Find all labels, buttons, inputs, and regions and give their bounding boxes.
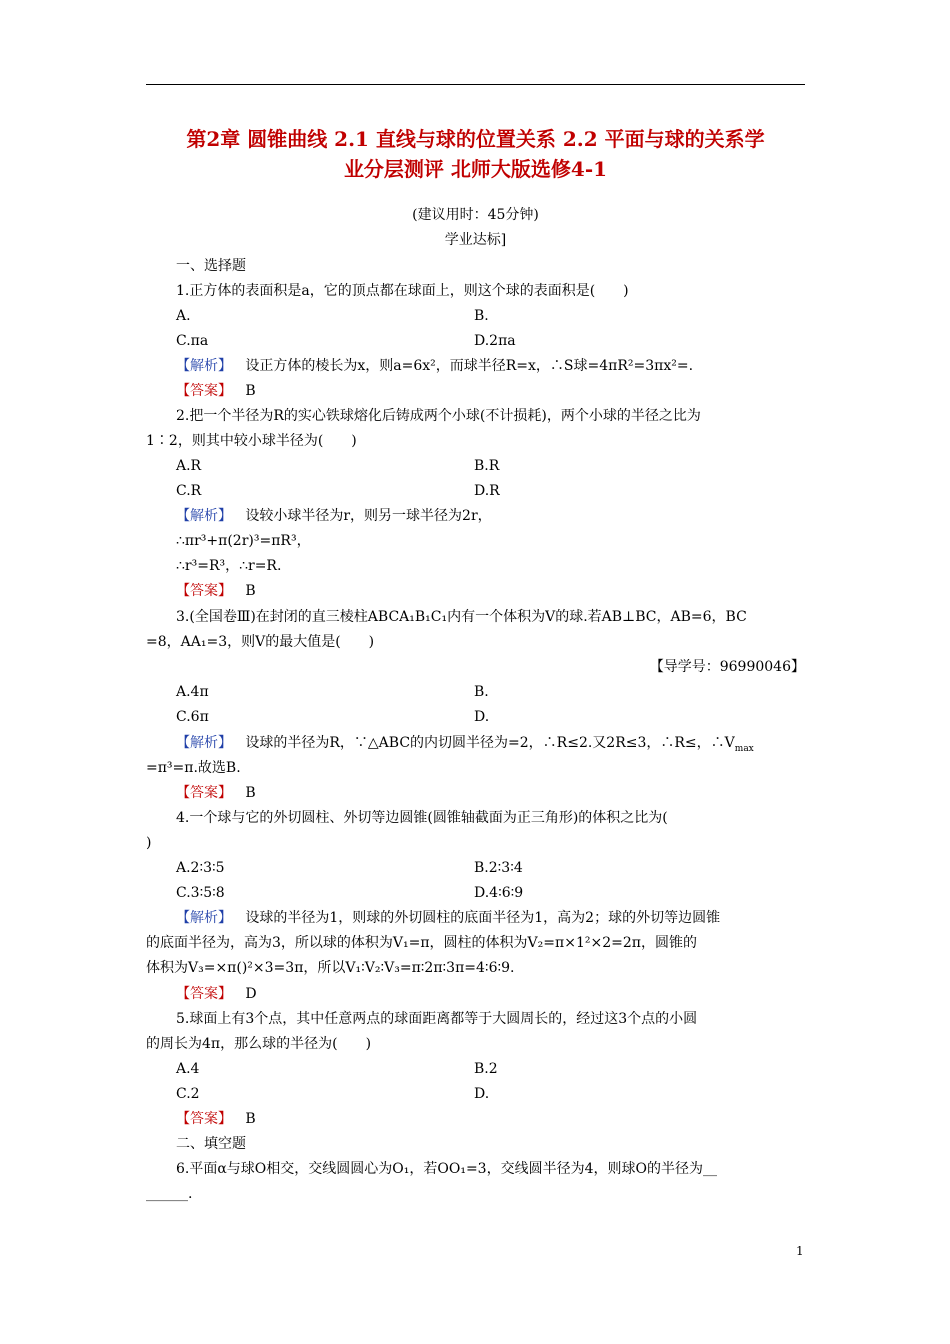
document-title [146,124,805,184]
q1-stem: 1.正方体的表面积是a，它的顶点都在球面上，则这个球的表面积是( ) [176,283,629,299]
q4-option-d: D.4∶6∶9 [474,885,524,901]
analysis-tag: 【解析】 [176,735,232,751]
q4-option-a: A.2∶3∶5 [176,860,225,876]
q3-option-a: A.4π [176,684,209,700]
answer-tag: 【答案】 [176,986,232,1002]
q4-stem-1: 4.一个球与它的外切圆柱、外切等边圆锥(圆锥轴截面为正三角形)的体积之比为( [176,810,668,826]
q2-stem-2: 1∶2，则其中较小球半径为( ) [146,433,357,449]
part-heading-fill: 二、填空题 [176,1136,246,1152]
q5-stem-1: 5.球面上有3个点，其中任意两点的球面距离都等于大圆周长的，经过这3个点的小圆 [176,1011,698,1027]
q4-answer [176,984,257,1004]
q1-option-a: A. [176,308,191,324]
q2-analysis-text-1: 设较小球半径为r，则另一球半径为2r， [245,508,492,524]
q3-analysis-subscript: max [734,743,754,754]
analysis-tag: 【解析】 [176,508,232,524]
q1-answer [176,381,256,401]
q3-option-c: C.6π [176,709,209,725]
q4-option-b: B.2∶3∶4 [474,860,523,876]
q4-analysis-text-3: 体积为V₃=×π()²×3=3π，所以V₁∶V₂∶V₃=π∶2π∶3π=4∶6∶9. [146,960,515,976]
q5-answer [176,1109,256,1129]
q1-analysis [176,356,693,376]
title-line-1: 第2章 圆锥曲线 2.1 直线与球的位置关系 2.2 平面与球的关系学 [186,127,765,151]
q5-option-c: C.2 [176,1086,200,1102]
answer-tag: 【答案】 [176,583,232,599]
q3-stem-2: =8，AA₁=3，则V的最大值是( ) [146,634,375,650]
q4-option-c: C.3∶5∶8 [176,885,225,901]
q5-answer-value: B [245,1111,256,1127]
section-label: 学业达标] [444,232,507,248]
q2-option-d: D.R [474,483,500,499]
header-rule [146,84,805,85]
q3-option-b: B. [474,684,489,700]
q2-option-b: B.R [474,458,500,474]
q1-answer-value: B [245,383,256,399]
q6-stem-1: 6.平面α与球O相交，交线圆圆心为O₁，若OO₁=3，交线圆半径为4，则球O的半径为__ [176,1161,717,1177]
q1-option-c: C.πa [176,333,209,349]
q1-option-b: B. [474,308,489,324]
q3-analysis [176,733,754,759]
q1-analysis-text: 设正方体的棱长为x，则a=6x²，而球半径R=x，∴S球=4πR²=3πx²=. [245,358,694,374]
title-line-2: 业分层测评 北师大版选修4-1 [343,157,608,181]
answer-tag: 【答案】 [176,383,232,399]
q2-analysis-text-3: ∴r³=R³，∴r=R. [176,558,282,574]
q3-stem-1: 3.(全国卷Ⅲ)在封闭的直三棱柱ABCA₁B₁C₁内有一个体积为V的球.若AB⊥BC，AB=6，BC [176,609,747,625]
q4-stem-2: ) [146,835,152,851]
page-number: 1 [796,1244,804,1258]
q3-answer [176,783,256,803]
q5-option-a: A.4 [176,1061,200,1077]
q3-analysis-text-1: 设球的半径为R，∵△ABC的内切圆半径为=2，∴R≤2.又2R≤3，∴R≤，∴V [245,735,735,751]
q4-answer-value: D [245,986,257,1002]
q5-option-d: D. [474,1086,490,1102]
q4-analysis [176,908,720,928]
q3-option-d: D. [474,709,490,725]
q4-analysis-text-2: 的底面半径为，高为3，所以球的体积为V₁=π，圆柱的体积为V₂=π×1²×2=2π，圆锥的 [146,935,697,951]
q2-analysis [176,506,492,526]
answer-tag: 【答案】 [176,785,232,801]
q6-stem-2: ______. [146,1186,193,1202]
q3-guide-number: 【导学号：96990046】 [649,659,805,675]
q2-analysis-text-2: ∴πr³+π(2r)³=πR³， [176,533,311,549]
q2-option-c: C.R [176,483,202,499]
analysis-tag: 【解析】 [176,358,232,374]
analysis-tag: 【解析】 [176,910,232,926]
q2-stem-1: 2.把一个半径为R的实心铁球熔化后铸成两个小球(不计损耗)，两个小球的半径之比为 [176,408,701,424]
part-heading-choice: 一、选择题 [176,258,246,274]
q3-answer-value: B [245,785,256,801]
q2-answer-value: B [245,583,256,599]
q3-analysis-text-2: =π³=π.故选B. [146,760,241,776]
answer-tag: 【答案】 [176,1111,232,1127]
time-hint: (建议用时：45分钟) [412,207,539,223]
q5-option-b: B.2 [474,1061,498,1077]
q1-option-d: D.2πa [474,333,516,349]
q5-stem-2: 的周长为4π，那么球的半径为( ) [146,1036,372,1052]
q2-answer [176,581,256,601]
q2-option-a: A.R [176,458,202,474]
q4-analysis-text-1: 设球的半径为1，则球的外切圆柱的底面半径为1，高为2；球的外切等边圆锥 [245,910,721,926]
